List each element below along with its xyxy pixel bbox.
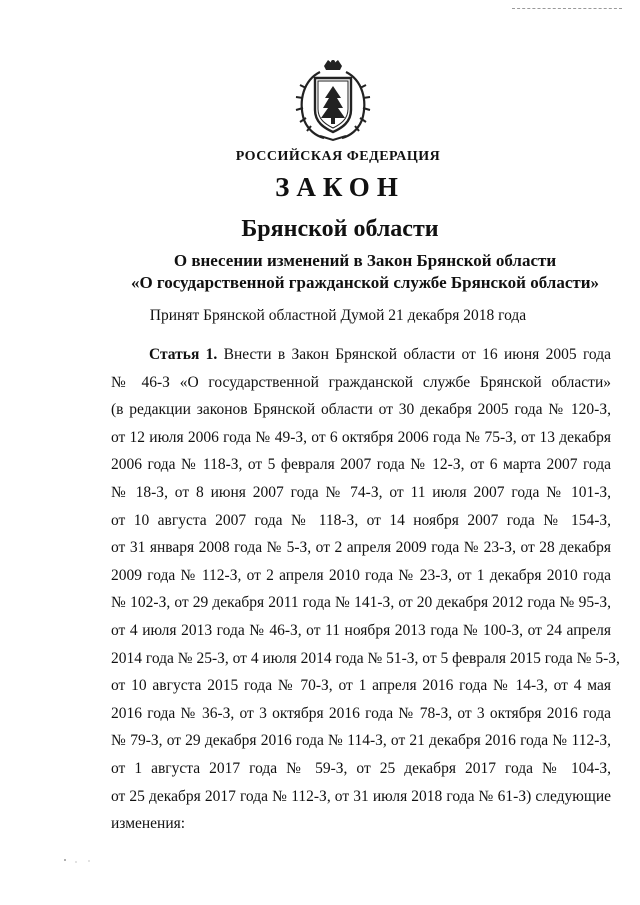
article-line: от 4 июля 2013 года № 46-З, от 11 ноября 2013 года № 100-З, от 24 апреля [111,621,611,639]
law-title [100,250,630,294]
article-line-text: Внести в Закон Брянской области от 16 июня 2005 года [223,346,611,363]
law-title-line-1: О внесении изменений в Закон Брянской области [173,251,557,270]
article-line: № 79-З, от 29 декабря 2016 года № 114-З, от 21 декабря 2016 года № 112-З, [111,732,611,750]
article-line: от 10 августа 2015 года № 70-З, от 1 апреля 2016 года № 14-З, от 4 мая [111,677,611,695]
federation-heading: РОССИЙСКАЯ ФЕДЕРАЦИЯ [235,149,441,164]
article-line: изменения: [111,815,186,833]
scan-edge-mark [512,8,622,9]
article-line: от 12 июля 2006 года № 49-З, от 6 октября 2006 года № 75-З, от 13 декабря [111,428,611,446]
article-label: Статья 1. [149,346,218,363]
law-title-line-2: «О государственной гражданской службе Брянской области» [130,273,600,292]
article-line: 2016 года № 36-З, от 3 октября 2016 года № 78-З, от 3 октября 2016 года [111,704,611,722]
article-line: 2009 года № 112-З, от 2 апреля 2010 года № 23-З, от 1 декабря 2010 года [111,566,611,584]
article-line [111,341,611,369]
article-line: от 25 декабря 2017 года № 112-З, от 31 июля 2018 года № 61-З) следующие [111,787,611,805]
article-line: от 10 августа 2007 года № 118-З, от 14 ноября 2007 года № 154-З, [111,511,611,529]
article-line: № 18-З, от 8 июня 2007 года № 74-З, от 11 июля 2007 года № 101-З, [111,483,611,501]
article-line: от 1 августа 2017 года № 59-З, от 25 декабря 2017 года № 104-З, [111,759,611,777]
article-line: № 46-З «О государственной гражданской службе Брянской области» [111,373,611,391]
adoption-note: Принят Брянской областной Думой 21 декабря 2018 года [149,307,527,324]
article-line: 2014 года № 25-З, от 4 июля 2014 года № 51-З, от 5 февраля 2015 года № 5-З, [111,649,620,667]
article-line: (в редакции законов Брянской области от 30 декабря 2005 года № 120-З, [111,401,611,419]
scan-speck-marks [62,856,102,866]
article-1-body [111,341,620,838]
article-line: 2006 года № 118-З, от 5 февраля 2007 года № 12-З, от 6 марта 2007 года [111,456,611,474]
document-type-heading: ЗАКОН [275,172,405,202]
region-heading: Брянской области [241,216,439,242]
coat-of-arms-icon [290,58,376,144]
article-line: № 102-З, от 29 декабря 2011 года № 141-З, от 20 декабря 2012 года № 95-З, [111,594,611,612]
article-line: от 31 января 2008 года № 5-З, от 2 апреля 2009 года № 23-З, от 28 декабря [111,539,611,557]
